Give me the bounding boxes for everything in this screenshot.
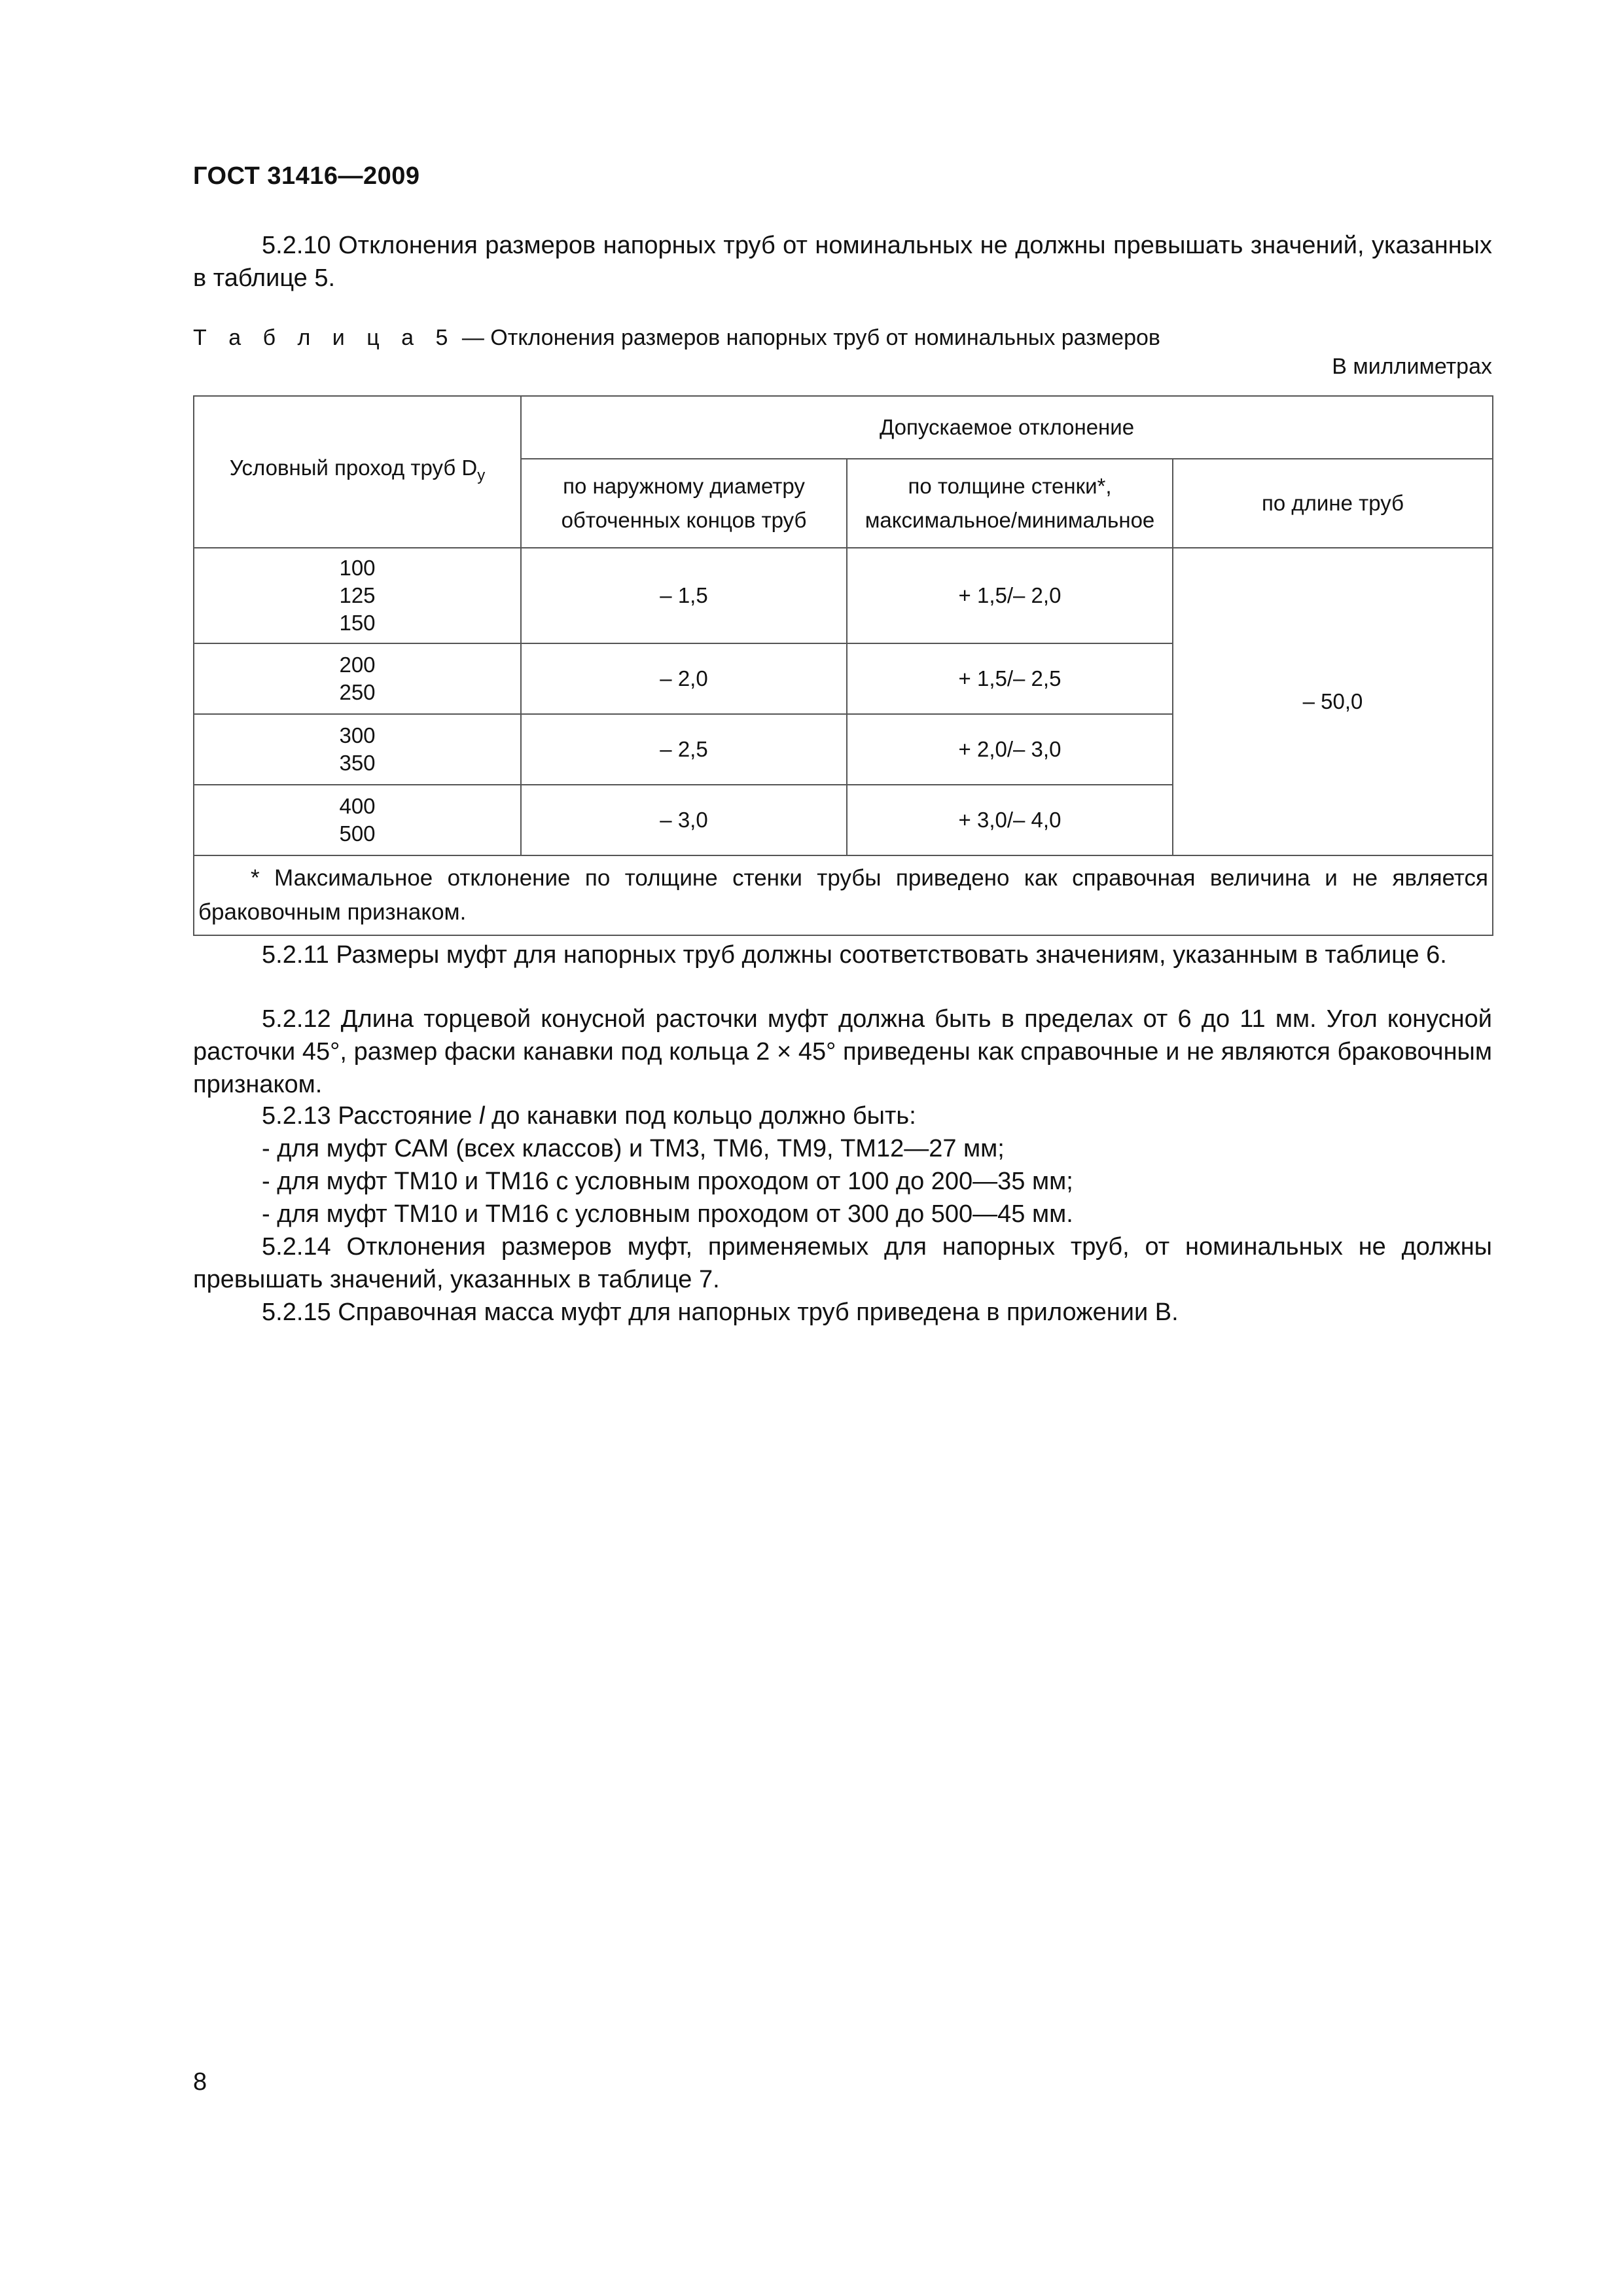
- table-units: В миллиметрах: [1332, 354, 1492, 379]
- page-number: 8: [193, 2068, 207, 2096]
- paragraph-5-2-10: 5.2.10 Отклонения размеров напорных труб от номинальных не должны превышать значений, указанных в таблице 5.: [193, 232, 1492, 292]
- header-allowed-deviation: Допускаемое отклонение: [521, 396, 1493, 459]
- cell-dy: 200 250: [194, 643, 521, 714]
- paragraph-5-2-15: 5.2.15 Справочная масса муфт для напорных труб приведена в приложении В.: [262, 1299, 1179, 1326]
- table-caption-text: — Отклонения размеров напорных труб от номинальных размеров: [455, 325, 1160, 350]
- cell-wall: + 3,0/– 4,0: [847, 785, 1173, 855]
- list-item: - для муфт ТМ10 и ТМ16 с условным проходом от 300 до 500—45 мм.: [262, 1200, 1073, 1228]
- table-footnote: * Максимальное отклонение по толщине стенки трубы приведено как справочная величина и не является браковочным признаком.: [194, 855, 1493, 935]
- list-item: - для муфт ТМ10 и ТМ16 с условным проходом от 100 до 200—35 мм;: [262, 1168, 1073, 1195]
- header-length: по длине труб: [1173, 459, 1493, 548]
- variable-l: l: [479, 1102, 485, 1130]
- header-dy-sub: y: [477, 467, 486, 484]
- cell-wall: + 1,5/– 2,5: [847, 643, 1173, 714]
- cell-dy: 300 350: [194, 714, 521, 785]
- header-dy: Условный проход труб $D_y$: [194, 396, 521, 548]
- table-caption: [193, 323, 1160, 352]
- document-header: ГОСТ 31416—2009: [193, 162, 420, 190]
- cell-outer: – 3,0: [521, 785, 847, 855]
- cell-dy: 400 500: [194, 785, 521, 855]
- cell-length: – 50,0: [1173, 548, 1493, 855]
- list-item: - для муфт САМ (всех классов) и ТМ3, ТМ6, ТМ9, ТМ12—27 мм;: [262, 1135, 1005, 1162]
- paragraph-5-2-12: 5.2.12 Длина торцевой конусной расточки муфт должна быть в пределах от 6 до 11 мм. Угол конусной расточки 45°, размер фаски канавки под кольца 2 × 45° приведены как справочные и не являются браковочным признаком.: [193, 1005, 1492, 1098]
- cell-wall: + 1,5/– 2,0: [847, 548, 1173, 643]
- cell-dy: 100 125 150: [194, 548, 521, 643]
- table-5: [193, 395, 1493, 936]
- cell-outer: – 1,5: [521, 548, 847, 643]
- cell-outer: – 2,0: [521, 643, 847, 714]
- cell-outer: – 2,5: [521, 714, 847, 785]
- cell-wall: + 2,0/– 3,0: [847, 714, 1173, 785]
- paragraph-5-2-14: 5.2.14 Отклонения размеров муфт, применяемых для напорных труб, от номинальных не должны превышать значений, указанных в таблице 7.: [193, 1233, 1492, 1293]
- table-caption-label: Т а б л и ц а 5: [193, 325, 456, 350]
- paragraph-5-2-13: 5.2.13 Расстояние l до канавки под кольцо должно быть:: [262, 1102, 916, 1130]
- header-outer-diameter: по наружному диаметру обточенных концов труб: [521, 459, 847, 548]
- paragraph-5-2-11: 5.2.11 Размеры муфт для напорных труб должны соответствовать значениям, указанным в таблице 6.: [262, 941, 1447, 969]
- header-wall-thickness: по толщине стенки*, максимальное/минимальное: [847, 459, 1173, 548]
